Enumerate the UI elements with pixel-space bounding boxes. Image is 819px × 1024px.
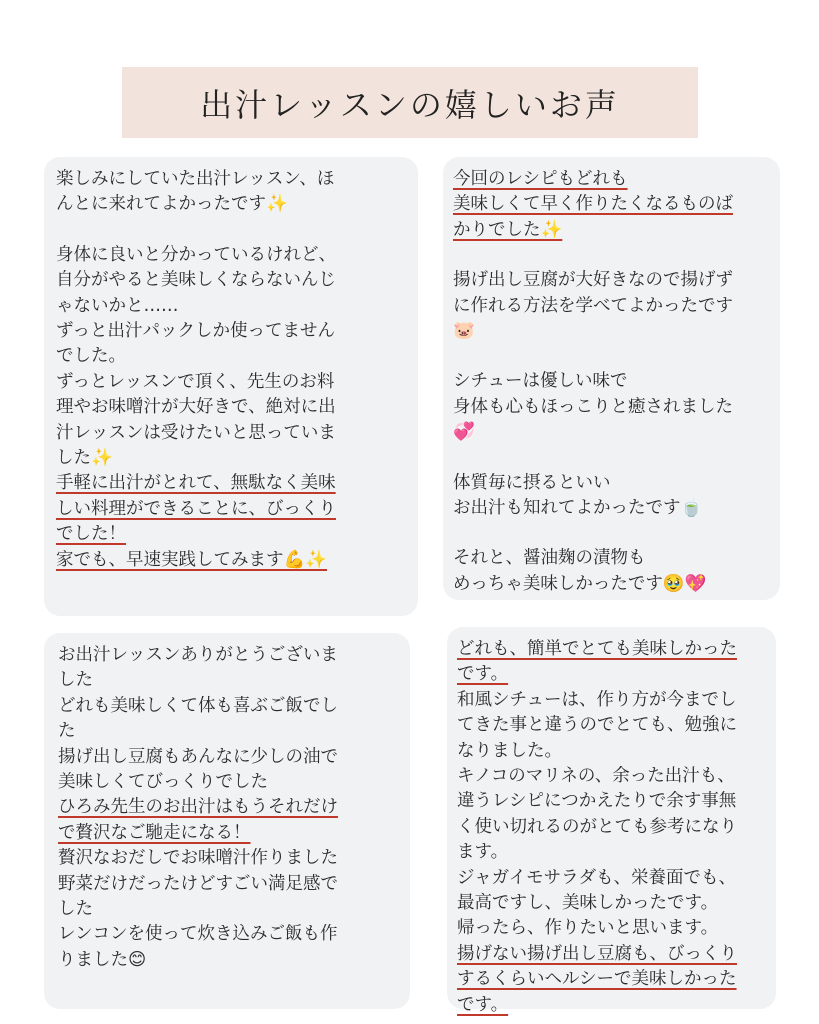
review-line-highlighted: でした！ [56,524,126,545]
review-line-highlighted: です。 [457,664,509,685]
blank-line [453,243,766,268]
review-line-highlighted: 美味しくて早く作りたくなるものば [453,194,733,215]
review-bubble-4 [447,627,776,1015]
review-line-highlighted: です。 [457,994,509,1015]
review-line-highlighted: 今回のレシピもどれも [453,169,628,189]
review-line: それと、醤油麹の漬物も [453,548,646,569]
review-line: てきた事と違うのでとても、勉強に [457,715,737,736]
review-line: 揚げ出し豆腐が大好きなので揚げず [453,270,733,291]
review-line: めっちゃ美味しかったです🥹💖 [453,573,707,594]
review-line: 理やお味噌汁が大好きで、絶対に出 [56,397,336,418]
review-line: どれも美味しくて体も喜ぶご飯でし [58,695,338,716]
review-line: 汁レッスンは受けたいと思っていま [56,422,336,443]
review-line: 贅沢なおだしでお味噌汁作りました [58,848,338,869]
review-line: 和風シチューは、作り方が今までし [457,689,737,710]
hearts-emoji-icon: 💞 [453,422,475,443]
review-bubble-3 [44,633,410,1009]
pig-emoji-icon: 🐷 [453,321,475,342]
review-line-highlighted: 家でも、早速実践してみます💪✨ [56,549,328,570]
review-line-highlighted: で贅沢なご馳走になる！ [58,822,251,843]
review-line: 身体に良いと分かっているけれど、 [56,244,336,265]
review-line: ます。 [457,842,509,863]
blank-line [453,344,766,369]
review-line: りました😊 [58,949,147,970]
review-line-highlighted: どれも、簡単でとても美味しかった [457,639,737,659]
review-line-highlighted: するくらいヘルシーで美味しかった [457,969,737,990]
title-banner [122,67,698,138]
review-line: ジャガイモサラダも、栄養面でも、 [457,867,736,888]
blank-line [453,446,766,471]
review-line: た [58,721,76,742]
review-line: シチューは優しい味で [453,371,628,392]
review-line-highlighted: かりでした✨ [453,219,563,240]
review-line: 体質毎に摂るといい [453,472,611,493]
review-line: お出汁レッスンありがとうございま [58,645,338,665]
review-line: お出汁も知れてよかったです🍵 [453,498,703,519]
review-line: 揚げ出し豆腐もあんなに少しの油で [58,746,338,767]
review-line: した [58,899,93,920]
review-bubble-1 [44,157,418,616]
review-line: ゃないかと…… [56,295,179,316]
review-line: キノコのマリネの、余った出汁も、 [457,766,735,787]
review-line: 野菜だけだったけどすごい満足感で [58,873,338,894]
review-line: ずっとレッスンで頂く、先生のお料 [56,371,335,392]
blank-line [453,521,766,546]
review-line: 自分がやると美味しくならないんじ [56,270,336,291]
review-line-highlighted: ひろみ先生のお出汁はもうそれだけ [58,797,338,818]
review-bubble-2 [443,157,780,600]
review-line-highlighted: 手軽に出汁がとれて、無駄なく美味 [56,473,336,494]
review-line: 最高ですし、美味しかったです。 [457,893,719,914]
review-line: く使い切れるのがとても参考になり [457,816,737,837]
review-line: した [58,670,93,691]
review-line-highlighted: しい料理ができることに、びっくり [56,498,336,519]
review-line: なりました。 [457,740,562,761]
review-line: でした。 [56,346,126,367]
review-line: に作れる方法を学べてよかったです [453,295,733,316]
review-line: 違うレシピにつかえたりで余す事無 [457,791,737,812]
review-line: 身体も心もほっこりと癒されました [453,396,733,417]
page-title: 出汁レッスンの嬉しいお声 [200,85,620,124]
review-line: した✨ [56,448,113,469]
blank-line [56,218,404,243]
review-line: ずっと出汁パックしか使ってません [56,321,335,342]
review-line: んとに来れてよかったです✨ [56,194,288,215]
review-line: 楽しみにしていた出汁レッスン、ほ [56,169,335,189]
review-line: 美味しくてびっくりでした [58,772,268,793]
review-line-highlighted: 揚げない揚げ出し豆腐も、びっくり [457,943,737,964]
review-line: 帰ったら、作りたいと思います。 [457,918,719,939]
review-line: レンコンを使って炊き込みご飯も作 [58,924,338,945]
